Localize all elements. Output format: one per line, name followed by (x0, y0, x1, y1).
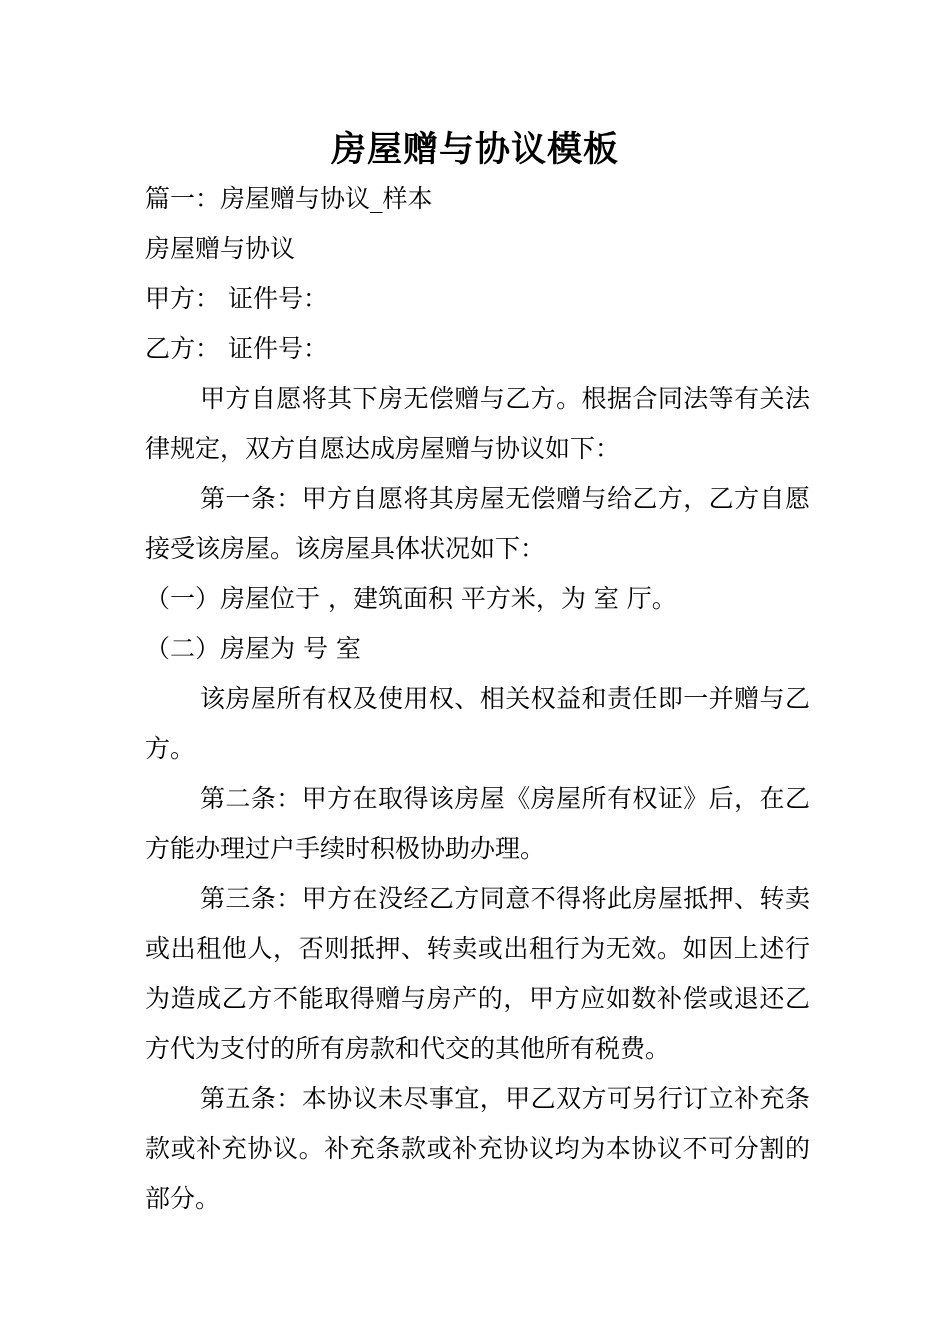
sub-heading: 房屋赠与协议 (145, 234, 296, 263)
list-item-2: （二）房屋为 号 室 (145, 634, 361, 663)
paragraph-rights: 该房屋所有权及使用权、相关权益和责任即一并赠与乙方。 (145, 684, 810, 763)
paragraph-article-1: 第一条：甲方自愿将其房屋无偿赠与给乙方，乙方自愿接受该房屋。该房屋具体状况如下： (145, 484, 810, 563)
party-b-line: 乙方： 证件号： (145, 334, 328, 363)
document-body (145, 174, 810, 1224)
party-a-line: 甲方： 证件号： (145, 284, 328, 313)
section-heading: 篇一：房屋赠与协议_样本 (145, 184, 433, 213)
paragraph-article-3: 第三条：甲方在没经乙方同意不得将此房屋抵押、转卖或出租他人，否则抵押、转卖或出租行为无效。如因上述行为造成乙方不能取得赠与房产的，甲方应如数补偿或退还乙方代为支付的所有房款和代交的其他所有税费。 (145, 884, 810, 1063)
paragraph-article-2: 第二条：甲方在取得该房屋《房屋所有权证》后，在乙方能办理过户手续时积极协助办理。 (145, 784, 810, 863)
document-title: 房屋赠与协议模板 (330, 130, 619, 170)
list-item-1: （一）房屋位于 ，建筑面积 平方米，为 室 厅。 (145, 584, 677, 613)
paragraph-article-5: 第五条：本协议未尽事宜，甲乙双方可另行订立补充条款或补充协议。补充条款或补充协议均为本协议不可分割的部分。 (145, 1084, 810, 1213)
paragraph-intro: 甲方自愿将其下房无偿赠与乙方。根据合同法等有关法律规定，双方自愿达成房屋赠与协议如下： (145, 384, 810, 463)
